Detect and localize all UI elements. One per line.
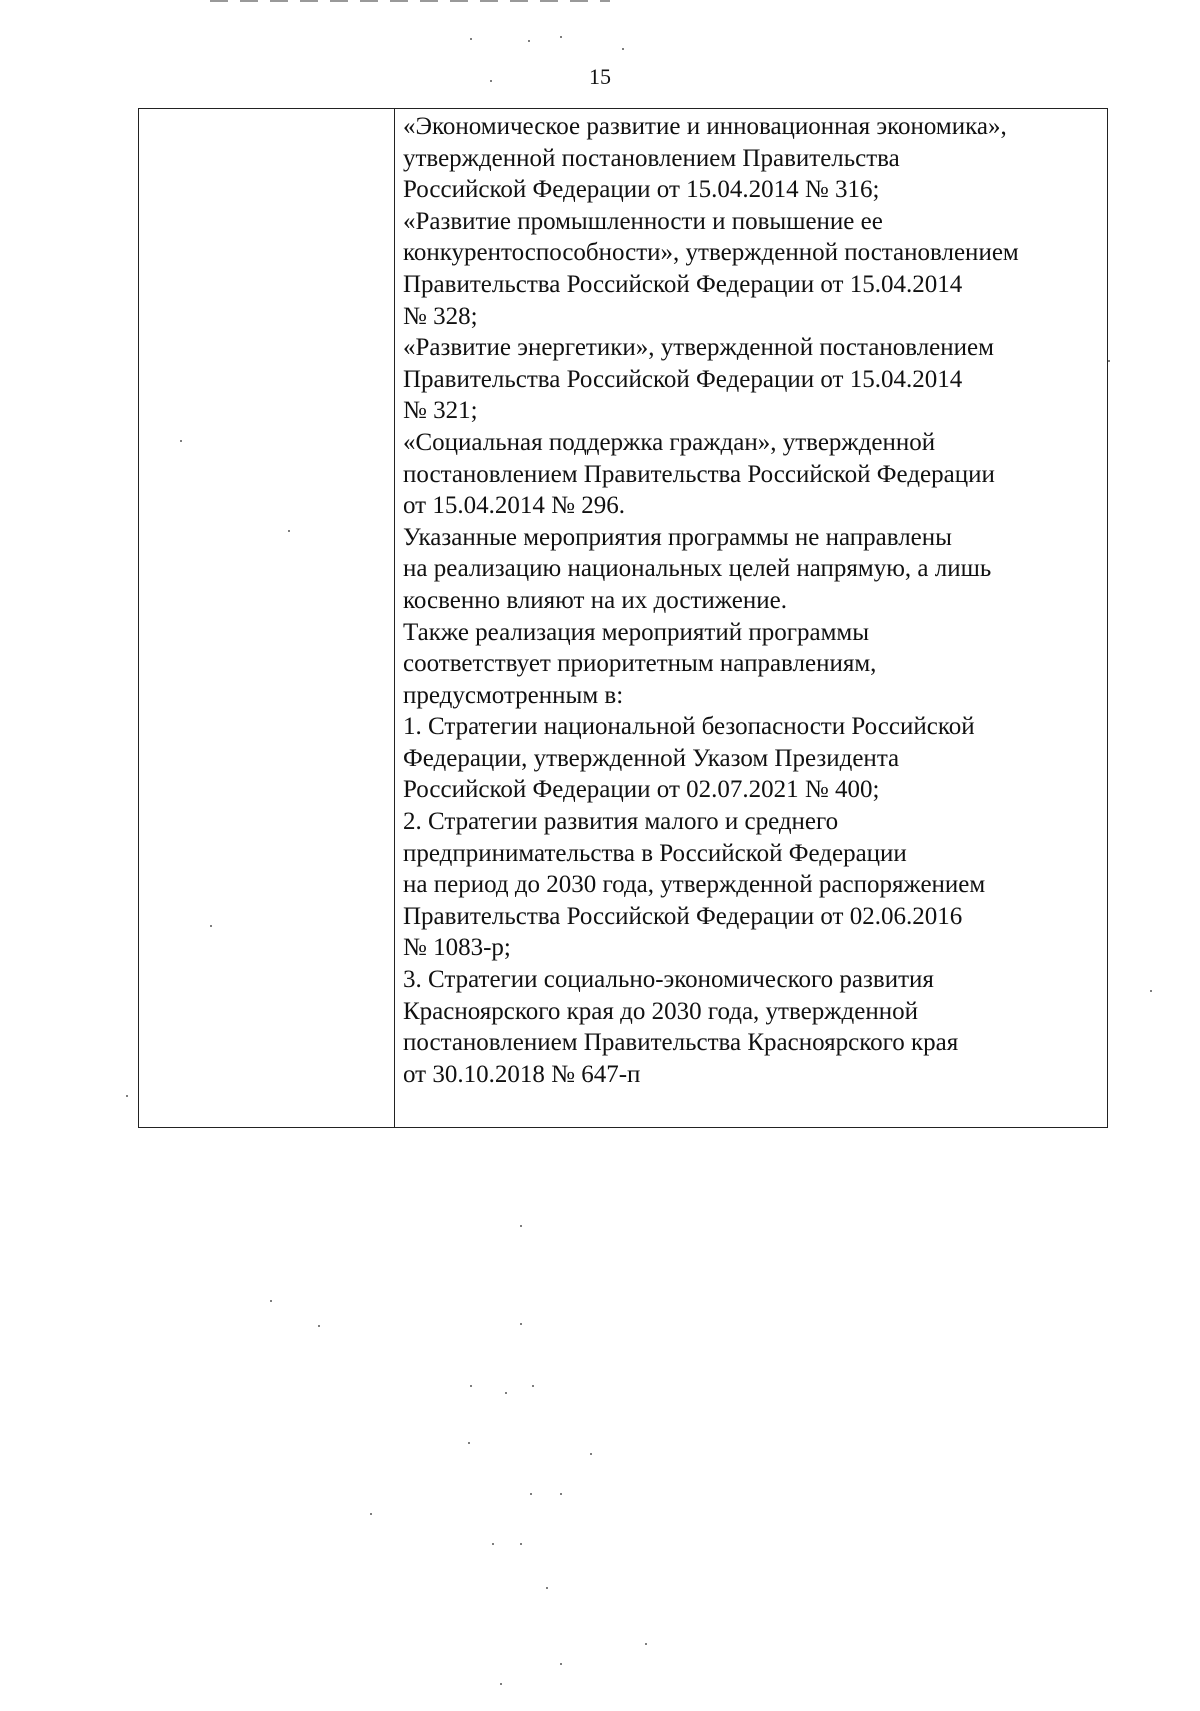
scan-speck: [520, 1543, 522, 1545]
text-line: 1. Стратегии национальной безопасности Российской: [403, 713, 975, 741]
scan-speck: [500, 1683, 502, 1685]
text-line: «Экономическое развитие и инновационная экономика»,: [403, 113, 1007, 140]
text-line: № 328;: [403, 302, 478, 330]
text-line: Правительства Российской Федерации от 15.04.2014: [403, 365, 963, 393]
text-line: 2. Стратегии развития малого и среднего: [403, 808, 839, 836]
document-table: [138, 108, 1108, 1128]
scan-speck: [468, 1442, 470, 1444]
text-line: Красноярского края до 2030 года, утвержденной: [403, 997, 918, 1025]
text-line: Указанные мероприятия программы не направлены: [403, 523, 952, 551]
scan-speck: [520, 1225, 522, 1227]
scan-speck: [645, 1643, 647, 1645]
text-line: соответствует приоритетным направлениям,: [403, 650, 877, 678]
text-line: постановлением Правительства Российской Федерации: [403, 460, 995, 488]
scan-speck: [520, 1323, 522, 1325]
text-line: на реализацию национальных целей напрямую, а лишь: [403, 555, 992, 583]
scan-speck: [318, 1325, 320, 1327]
text-line: «Развитие энергетики», утвержденной постановлением: [403, 334, 994, 362]
scan-speck: [492, 1543, 494, 1545]
scan-artifact-top-rule: [210, 0, 610, 2]
scan-speck: [470, 1385, 472, 1387]
scan-speck: [490, 80, 492, 82]
table-right-cell: [395, 109, 1107, 1127]
text-line: Российской Федерации от 15.04.2014 № 316;: [403, 176, 880, 204]
scan-speck: [288, 530, 290, 532]
scan-speck: [370, 1513, 372, 1515]
scan-speck: [530, 1493, 532, 1495]
text-line: утвержденной постановлением Правительства: [403, 144, 900, 172]
scan-speck: [470, 38, 472, 40]
scan-speck: [560, 1663, 562, 1665]
scan-speck: [560, 1493, 562, 1495]
scan-speck: [270, 1300, 272, 1302]
table-left-cell: [139, 109, 395, 1127]
text-line: от 15.04.2014 № 296.: [403, 492, 625, 520]
text-line: конкурентоспособности», утвержденной постановлением: [403, 239, 1019, 267]
scan-speck: [1108, 360, 1110, 362]
scan-speck: [532, 1385, 534, 1387]
scan-speck: [180, 440, 182, 442]
text-line: от 30.10.2018 № 647-п: [403, 1060, 641, 1088]
text-line: Российской Федерации от 02.07.2021 № 400;: [403, 776, 880, 804]
text-line: Правительства Российской Федерации от 02.06.2016: [403, 902, 963, 930]
scan-speck: [590, 1453, 592, 1455]
text-line: на период до 2030 года, утвержденной распоряжением: [403, 871, 986, 899]
text-line: предпринимательства в Российской Федерации: [403, 839, 907, 867]
scan-speck: [622, 48, 624, 50]
scan-speck: [546, 1587, 548, 1589]
scan-speck: [505, 1392, 507, 1394]
text-line: 3. Стратегии социально-экономического развития: [403, 966, 934, 994]
scan-speck: [1150, 990, 1152, 992]
text-line: «Социальная поддержка граждан», утвержденной: [403, 428, 936, 456]
text-line: Правительства Российской Федерации от 15.04.2014: [403, 270, 963, 298]
scan-speck: [126, 1095, 128, 1097]
text-line: № 321;: [403, 397, 478, 425]
scan-speck: [528, 40, 530, 42]
text-line: Федерации, утвержденной Указом Президента: [403, 744, 900, 772]
page-number: 15: [589, 64, 611, 89]
text-line: «Развитие промышленности и повышение ее: [403, 207, 883, 235]
scan-speck: [210, 925, 212, 927]
text-line: косвенно влияют на их достижение.: [403, 586, 787, 614]
text-line: Также реализация мероприятий программы: [403, 618, 870, 646]
text-line: постановлением Правительства Красноярского края: [403, 1029, 959, 1057]
text-line: № 1083-р;: [403, 934, 511, 962]
text-line: предусмотренным в:: [403, 681, 624, 709]
scan-speck: [560, 36, 562, 38]
